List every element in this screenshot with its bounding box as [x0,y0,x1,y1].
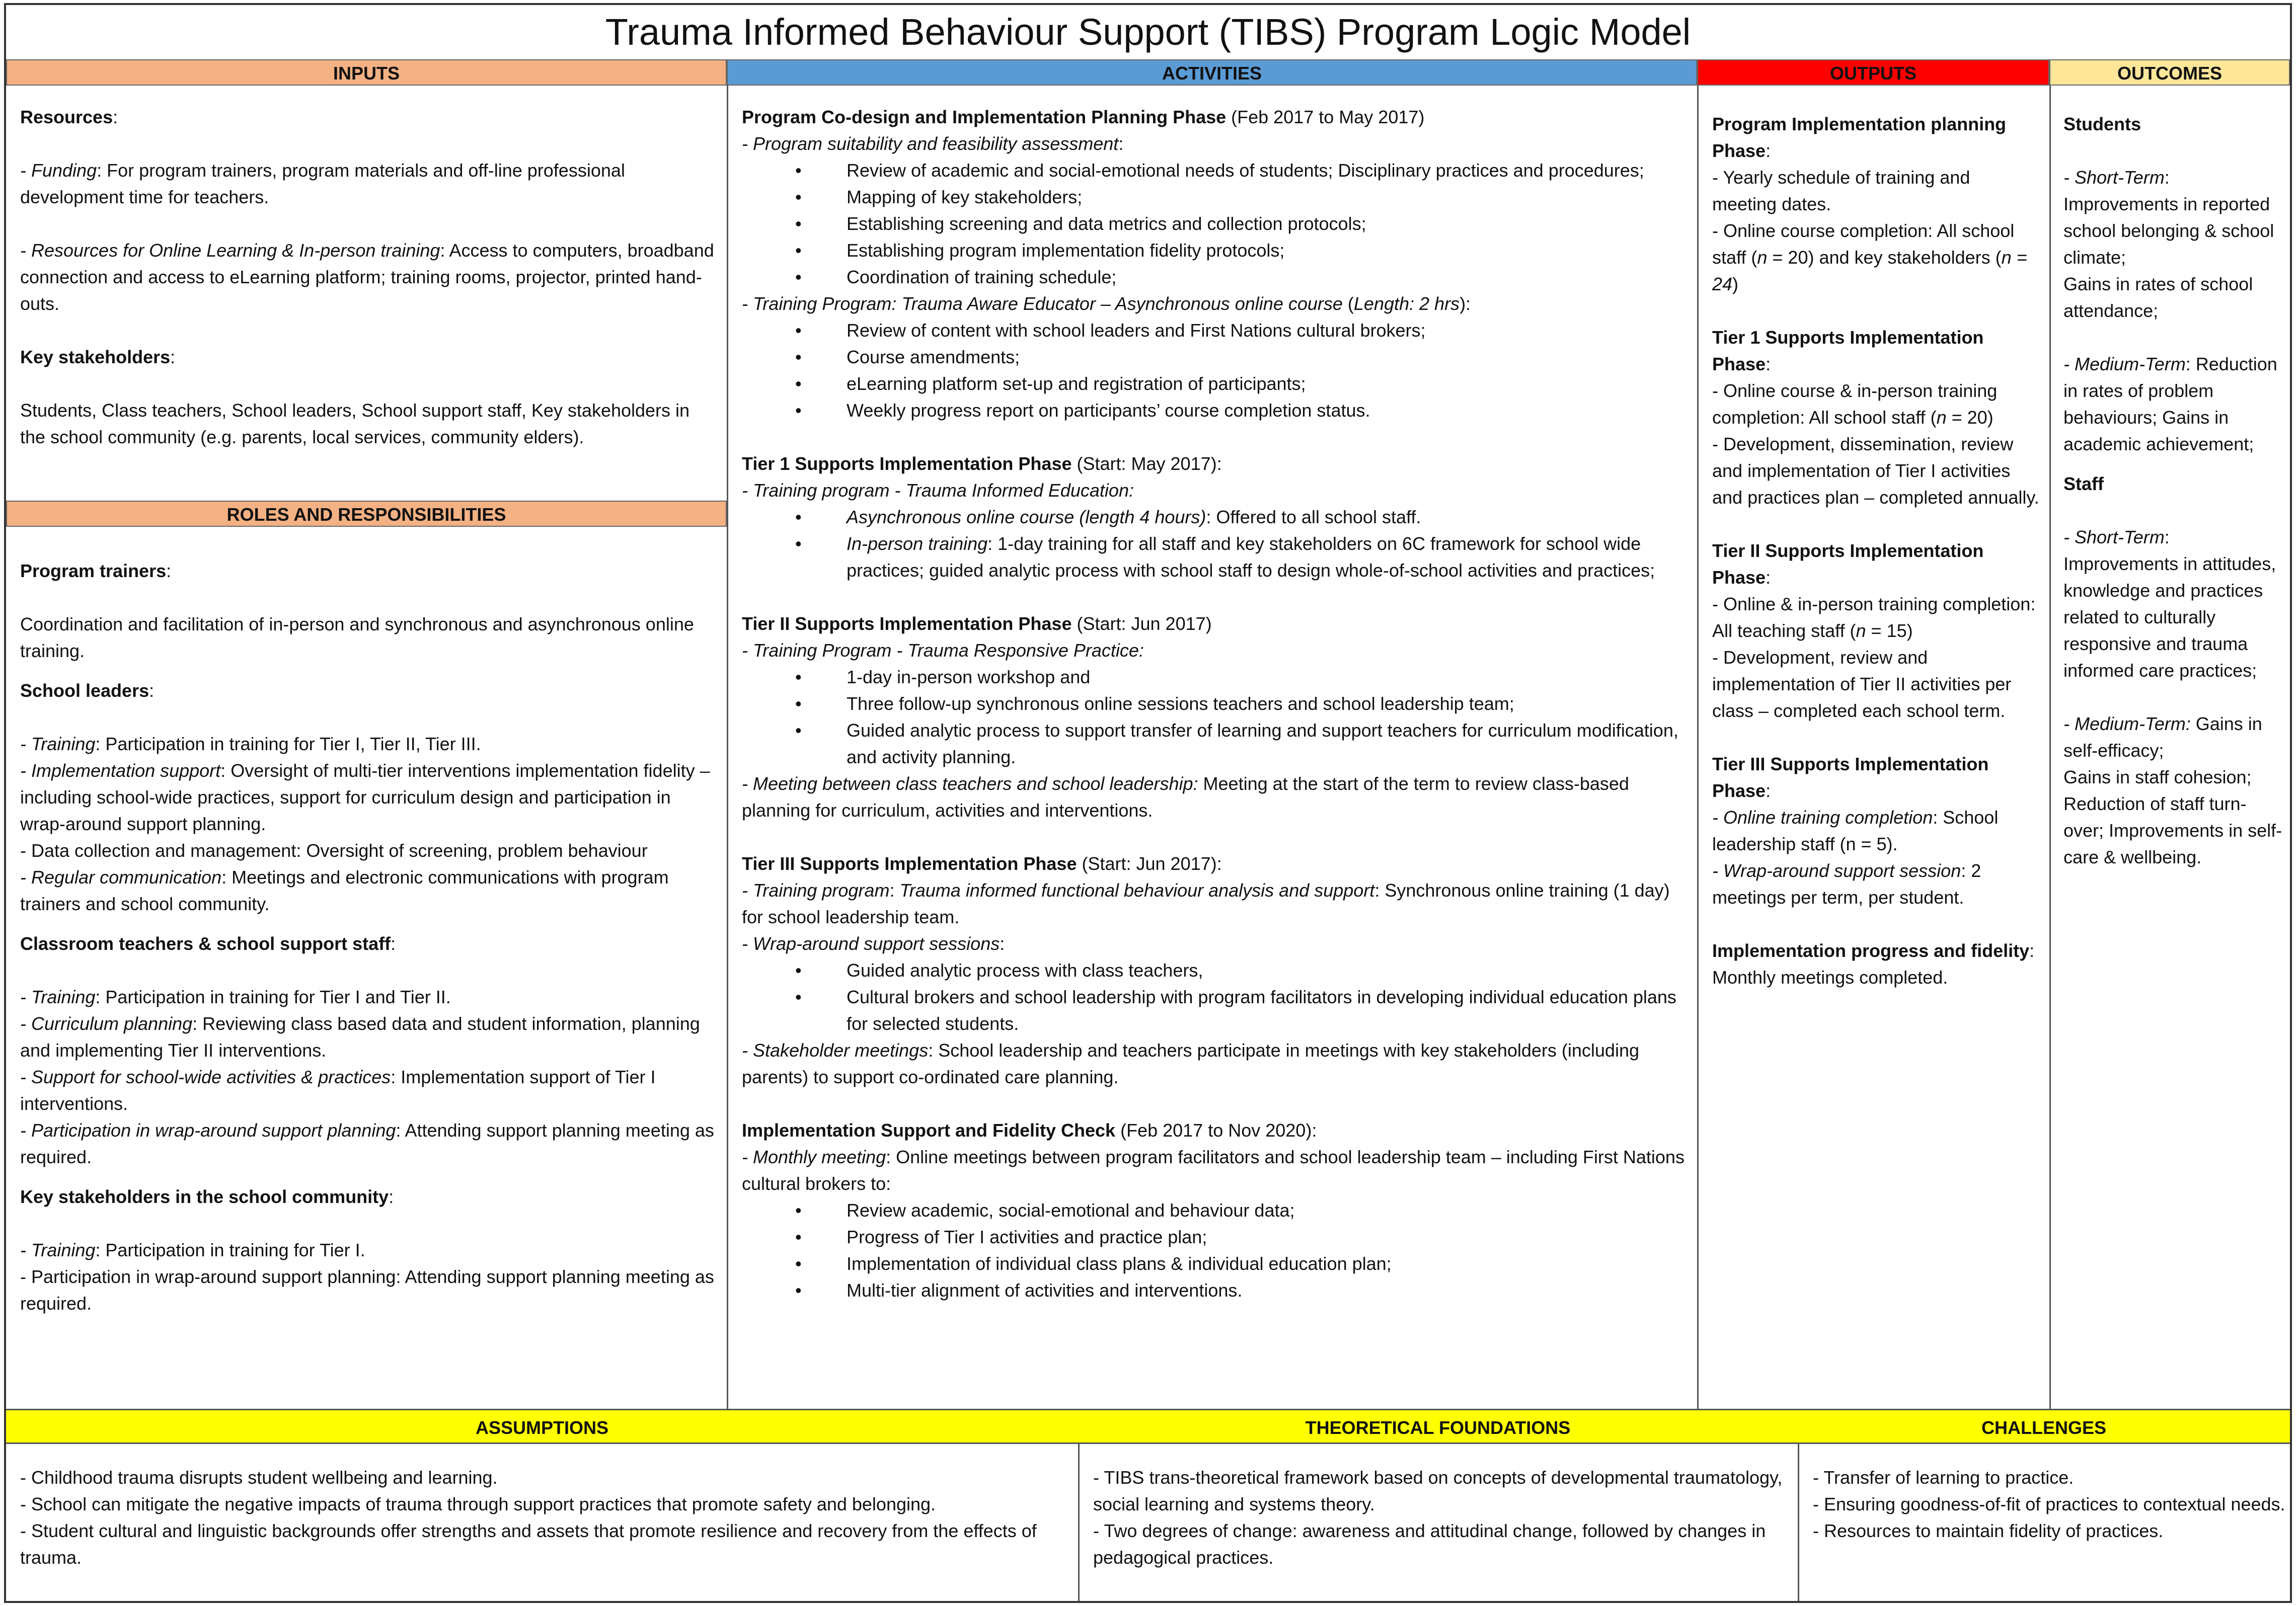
assumptions-header: ASSUMPTIONS [6,1409,1078,1444]
leaders-implementation: - Implementation support: Oversight of multi-tier interventions implementation fidelity – including school-wide practices, support for curriculum design and participation in wrap-around support planning. [20,760,710,834]
list-item: • Review of content with school leaders and First Nations cultural brokers; [742,317,1688,344]
activities-header: ACTIVITIES [727,59,1697,86]
column-divider [1078,1444,1080,1601]
list-item: - Transfer of learning to practice. [1813,1467,2074,1488]
outputs-section: Program Implementation planning Phase: - Yearly schedule of training and meeting dates. - Online course completion: All school staff (n = 20) and key stakeholders (n = 24) Tier 1 Supports Implementation Phase: - Online course & in-person training completion: All school staff (n = 20) - Development, dissemination, review and implementation of Tier I activities and practices plan – completed annually. Tier II Supports Implementation Phase: - Online & in-person training completion: All teaching staff (n = 15) - Development, review and implementation of Tier II activities per class – completed each school term. Tier III Supports Implementation Phase: - Online training completion: School leadership staff (n = 5). - Wrap-around support session: 2 meetings per term, per student. Implementation progress and fidelity: Monthly meetings completed. [1712,111,2039,991]
inputs-header: INPUTS [6,59,727,86]
teachers-training: - Training: Participation in training for Tier I and Tier II. [20,987,451,1007]
list-item: • Guided analytic process with class teachers, [742,957,1688,984]
outcomes-header: OUTCOMES [2049,59,2290,86]
tier3-wraparound-label: - Wrap-around support sessions [742,933,1000,954]
leaders-data: - Data collection and management: Oversight of screening, problem behaviour [20,840,648,861]
community-training: - Training: Participation in training for Tier I. [20,1240,365,1260]
logic-model-frame [4,3,2292,1603]
tier3-heading: Tier III Supports Implementation Phase [742,853,1077,874]
students-short-term: - Short-Term: Improvements in reported school belonging & school climate; [2063,167,2274,268]
online-resources-item: - Resources for Online Learning & In-person training: Access to computers, broadband connection and access to eLearning platform; training rooms, projector, printed hand-outs. [20,240,714,314]
codesign-heading: Program Co-design and Implementation Planning Phase [742,107,1227,127]
tier2-heading: Tier II Supports Implementation Phase [742,613,1072,634]
staff-medium-term-3: Reduction of staff turn-over; Improvements in self-care & wellbeing. [2063,793,2282,867]
roles-section: Program trainers: Coordination and facilitation of in-person and synchronous and asynchronous online training. School leaders: - Training: Participation in training for Tier I, Tier II, Tier III. - Implementation support: Oversight of multi-tier interventions implementation fidelity – including school-wide practices, support for curriculum design and participation in wrap-around support planning. - Data collection and management: Oversight of screening, problem behaviour - Regular communication: Meetings and electronic communications with program trainers and school community. Classroom teachers & school support staff: - Training: Participation in training for Tier I and Tier II. - Curriculum planning: Reviewing class based data and student information, planning and implementing Tier II interventions. - Support for school-wide activities & practices: Implementation support of Tier I interventions. - Participation in wrap-around support planning: Attending support planning meeting as required. Key stakeholders in the school community: - Training: Participation in training for Tier I. - Participation in wrap-around support planning: Attending support planning meeting as required. [20,557,715,1317]
teachers-curriculum: - Curriculum planning: Reviewing class based data and student information, planning and implementing Tier II interventions. [20,1013,700,1061]
outputs-planning-heading: Program Implementation planning Phase [1712,114,2007,161]
tier2-meeting: - Meeting between class teachers and school leadership: Meeting at the start of the term to review class-based planning for curriculum, activities and interventions. [742,773,1629,821]
leaders-communication: - Regular communication: Meetings and electronic communications with program trainers and school community. [20,867,669,914]
leaders-training: - Training: Participation in training for Tier I, Tier II, Tier III. [20,734,481,754]
activities-section: Program Co-design and Implementation Planning Phase (Feb 2017 to May 2017) - Program suitability and feasibility assessment: • Review of academic and social-emotional needs of students; Disciplinary practices and procedures; • Mapping of key stakeholders; • Establishing screening and data metrics and collection protocols; • Establishing program implementation fidelity protocols; • Coordination of training schedule; - Training Program: Trauma Aware Educator – Asynchronous online course (Length: 2 hrs): • Review of content with school leaders and First Nations cultural brokers; • Course amendments; • eLearning platform set-up and registration of participants; • Weekly progress report on participants’ course completion status. Tier 1 Supports Implementation Phase (Start: May 2017): - Training program - Trauma Informed Education: • Asynchronous online course (length 4 hours): Offered to all school staff. • In-person training: 1-day training for all staff and key stakeholders on 6C framework for school wide practices; guided analytic process with school staff to design whole-of-school activities and practices; Tier II Supports Implementation Phase (Start: Jun 2017) - Training Program - Trauma Responsive Practice: • 1-day in-person workshop and • Three follow-up synchronous online sessions teachers and school leadership team; • Guided analytic process to support transfer of learning and support teachers for curriculum modification, and activity planning. - Meeting between class teachers and school leadership: Meeting at the start of the term to review class-based planning for curriculum, activities and interventions. Tier III Supports Implementation Phase (Start: Jun 2017): - Training program: Trauma informed functional behaviour analysis and support: Synchronous online training (1 day) for school leadership team. - Wrap-around support sessions: • Guided analytic process with class teachers, • Cultural brokers and school leadership with program facilitators in developing individual education plans for selected students. - Stakeholder meetings: School leadership and teachers participate in meetings with key stakeholders (including parents) to support co-ordinated care planning. Implementation Support and Fidelity Check (Feb 2017 to Nov 2020): - Monthly meeting: Online meetings between program facilitators and school leadership team – including First Nations cultural brokers to: • Review academic, social-emotional and behaviour data; • Progress of Tier I activities and practice plan; • Implementation of individual class plans & individual education plan; • Multi-tier alignment of activities and interventions. [742,104,1688,1304]
outputs-planning-line: - Online course completion: All school staff (n = 20) and key stakeholders (n = 24) [1712,220,2027,294]
list-item: - TIBS trans-theoretical framework based on concepts of developmental traumatology, social learning and systems theory. [1093,1467,1783,1514]
challenges-header: CHALLENGES [1798,1409,2290,1444]
list-item: • Coordination of training schedule; [742,264,1688,290]
list-item: • Implementation of individual class plans & individual education plan; [742,1250,1688,1277]
outputs-tier2-line: - Online & in-person training completion: All teaching staff (n = 15) [1712,594,2036,641]
list-item: • Multi-tier alignment of activities and interventions. [742,1277,1688,1304]
list-item: • Cultural brokers and school leadership with program facilitators in developing individual education plans for selected students. [742,984,1688,1037]
tier2-program: - Training Program - Trauma Responsive Practice: [742,640,1144,661]
outputs-progress-text: Monthly meetings completed. [1712,967,1948,988]
list-item: - Student cultural and linguistic backgrounds offer strengths and assets that promote resilience and recovery from the effects of trauma. [20,1520,1037,1568]
staff-heading: Staff [2063,473,2104,494]
tier1-heading: Tier 1 Supports Implementation Phase [742,453,1072,474]
column-divider [1798,1444,1799,1601]
list-item: - Ensuring goodness-of-fit of practices to contextual needs. [1813,1494,2285,1514]
stakeholders-text: Students, Class teachers, School leaders, School support staff, Key stakeholders in the school community (e.g. parents, local services, community elders). [20,400,690,447]
challenges-section [1813,1464,2286,1544]
theory-header: THEORETICAL FOUNDATIONS [1078,1409,1798,1444]
roles-header: ROLES AND RESPONSIBILITIES [6,501,727,527]
trainers-text: Coordination and facilitation of in-person and synchronous and asynchronous online training. [20,614,694,661]
list-item: • eLearning platform set-up and registration of participants; [742,370,1688,397]
stakeholders-heading: Key stakeholders [20,347,171,367]
list-item: • Guided analytic process to support transfer of learning and support teachers for curriculum modification, and activity planning. [742,717,1688,770]
suitability-label: - Program suitability and feasibility assessment [742,133,1119,154]
fidelity-heading: Implementation Support and Fidelity Check [742,1120,1116,1141]
outputs-tier1-line: - Development, dissemination, review and implementation of Tier I activities and practices plan – completed annually. [1712,434,2039,508]
teachers-wraparound: - Participation in wrap-around support planning: Attending support planning meeting as required. [20,1120,714,1167]
staff-medium-term-2: Gains in staff cohesion; [2063,767,2252,787]
outputs-tier3-heading: Tier III Supports Implementation Phase [1712,754,1989,801]
column-divider [1697,86,1699,1409]
outputs-tier3-line: - Online training completion: School leadership staff (n = 5). [1712,807,1999,854]
tier3-stakeholders: - Stakeholder meetings: School leadership and teachers participate in meetings with key stakeholders (including parents) to support co-ordinated care planning. [742,1040,1639,1087]
community-wraparound: - Participation in wrap-around support planning: Attending support planning meeting as required. [20,1266,714,1314]
list-item: • Progress of Tier I activities and practice plan; [742,1224,1688,1250]
students-short-term-2: Gains in rates of school attendance; [2063,274,2253,321]
training-program-line: - Training Program: Trauma Aware Educator – Asynchronous online course (Length: 2 hrs): [742,293,1471,314]
staff-short-term: - Short-Term: Improvements in attitudes, knowledge and practices related to culturally responsive and trauma informed care practices; [2063,527,2276,681]
teachers-support: - Support for school-wide activities & practices: Implementation support of Tier I interventions. [20,1067,656,1114]
outputs-planning-line: - Yearly schedule of training and meeting dates. [1712,167,1970,214]
outputs-tier1-line: - Online course & in-person training completion: All school staff (n = 20) [1712,380,1998,428]
outcomes-section [2063,111,2285,870]
column-divider [2049,86,2051,1409]
outputs-tier2-heading: Tier II Supports Implementation Phase [1712,540,1984,588]
list-item: - Resources to maintain fidelity of practices. [1813,1520,2164,1541]
list-item: • Weekly progress report on participants’ course completion status. [742,397,1688,424]
outputs-tier1-heading: Tier 1 Supports Implementation Phase [1712,327,1984,374]
leaders-heading: School leaders [20,680,149,701]
outputs-header: OUTPUTS [1697,59,2049,86]
list-item: • Establishing screening and data metrics and collection protocols; [742,210,1688,237]
list-item: • Review academic, social-emotional and behaviour data; [742,1197,1688,1224]
column-divider [727,86,728,1409]
outputs-progress-heading: Implementation progress and fidelity [1712,940,2030,961]
funding-item: - Funding: For program trainers, program materials and off-line professional development time for teachers. [20,160,625,207]
outputs-tier2-line: - Development, review and implementation of Tier II activities per class – completed each school term. [1712,647,2012,721]
outputs-tier3-line: - Wrap-around support session: 2 meetings per term, per student. [1712,860,1981,908]
inputs-section: Resources: - Funding: For program trainers, program materials and off-line professional development time for teachers. - Resources for Online Learning & In-person training: Access to computers, broadband connection and access to eLearning platform; training rooms, projector, printed hand-outs. Key stakeholders: Students, Class teachers, School leaders, School support staff, Key stakeholders in the school community (e.g. parents, local services, community elders). [20,104,715,450]
staff-medium-term: - Medium-Term: Gains in self-efficacy; [2063,713,2262,761]
list-item: • Mapping of key stakeholders; [742,184,1688,210]
assumptions-section [20,1464,1067,1571]
tier1-program: - Training program - Trauma Informed Education: [742,480,1134,501]
list-item: • Course amendments; [742,344,1688,370]
students-heading: Students [2063,114,2141,134]
fidelity-meeting: - Monthly meeting: Online meetings between program facilitators and school leadership team – including First Nations cultural brokers to: [742,1147,1685,1194]
list-item: • Three follow-up synchronous online sessions teachers and school leadership team; [742,690,1688,717]
teachers-heading: Classroom teachers & school support staff [20,933,391,954]
students-medium-term: - Medium-Term: Reduction in rates of problem behaviours; Gains in academic achievement; [2063,354,2277,454]
list-item: • Establishing program implementation fidelity protocols; [742,237,1688,264]
tier3-program: - Training program: Trauma informed functional behaviour analysis and support: Synchronous online training (1 day) for school leadership team. [742,880,1670,927]
list-item: - Childhood trauma disrupts student wellbeing and learning. [20,1467,498,1488]
list-item: • Asynchronous online course (length 4 hours): Offered to all school staff. [742,504,1688,530]
resources-heading: Resources [20,107,113,127]
community-heading: Key stakeholders in the school community [20,1186,389,1207]
page-title: Trauma Informed Behaviour Support (TIBS) Program Logic Model [605,11,1691,53]
list-item: - Two degrees of change: awareness and attitudinal change, followed by changes in pedagogical practices. [1093,1520,1766,1568]
list-item: • In-person training: 1-day training for all staff and key stakeholders on 6C framework for school wide practices; guided analytic process with school staff to design whole-of-school activities and practices; [742,530,1688,584]
trainers-heading: Program trainers [20,560,167,581]
list-item: • 1-day in-person workshop and [742,664,1688,690]
list-item: • Review of academic and social-emotional needs of students; Disciplinary practices and procedures; [742,157,1688,184]
theory-section [1093,1464,1788,1571]
list-item: - School can mitigate the negative impacts of trauma through support practices that promote safety and belonging. [20,1494,936,1514]
